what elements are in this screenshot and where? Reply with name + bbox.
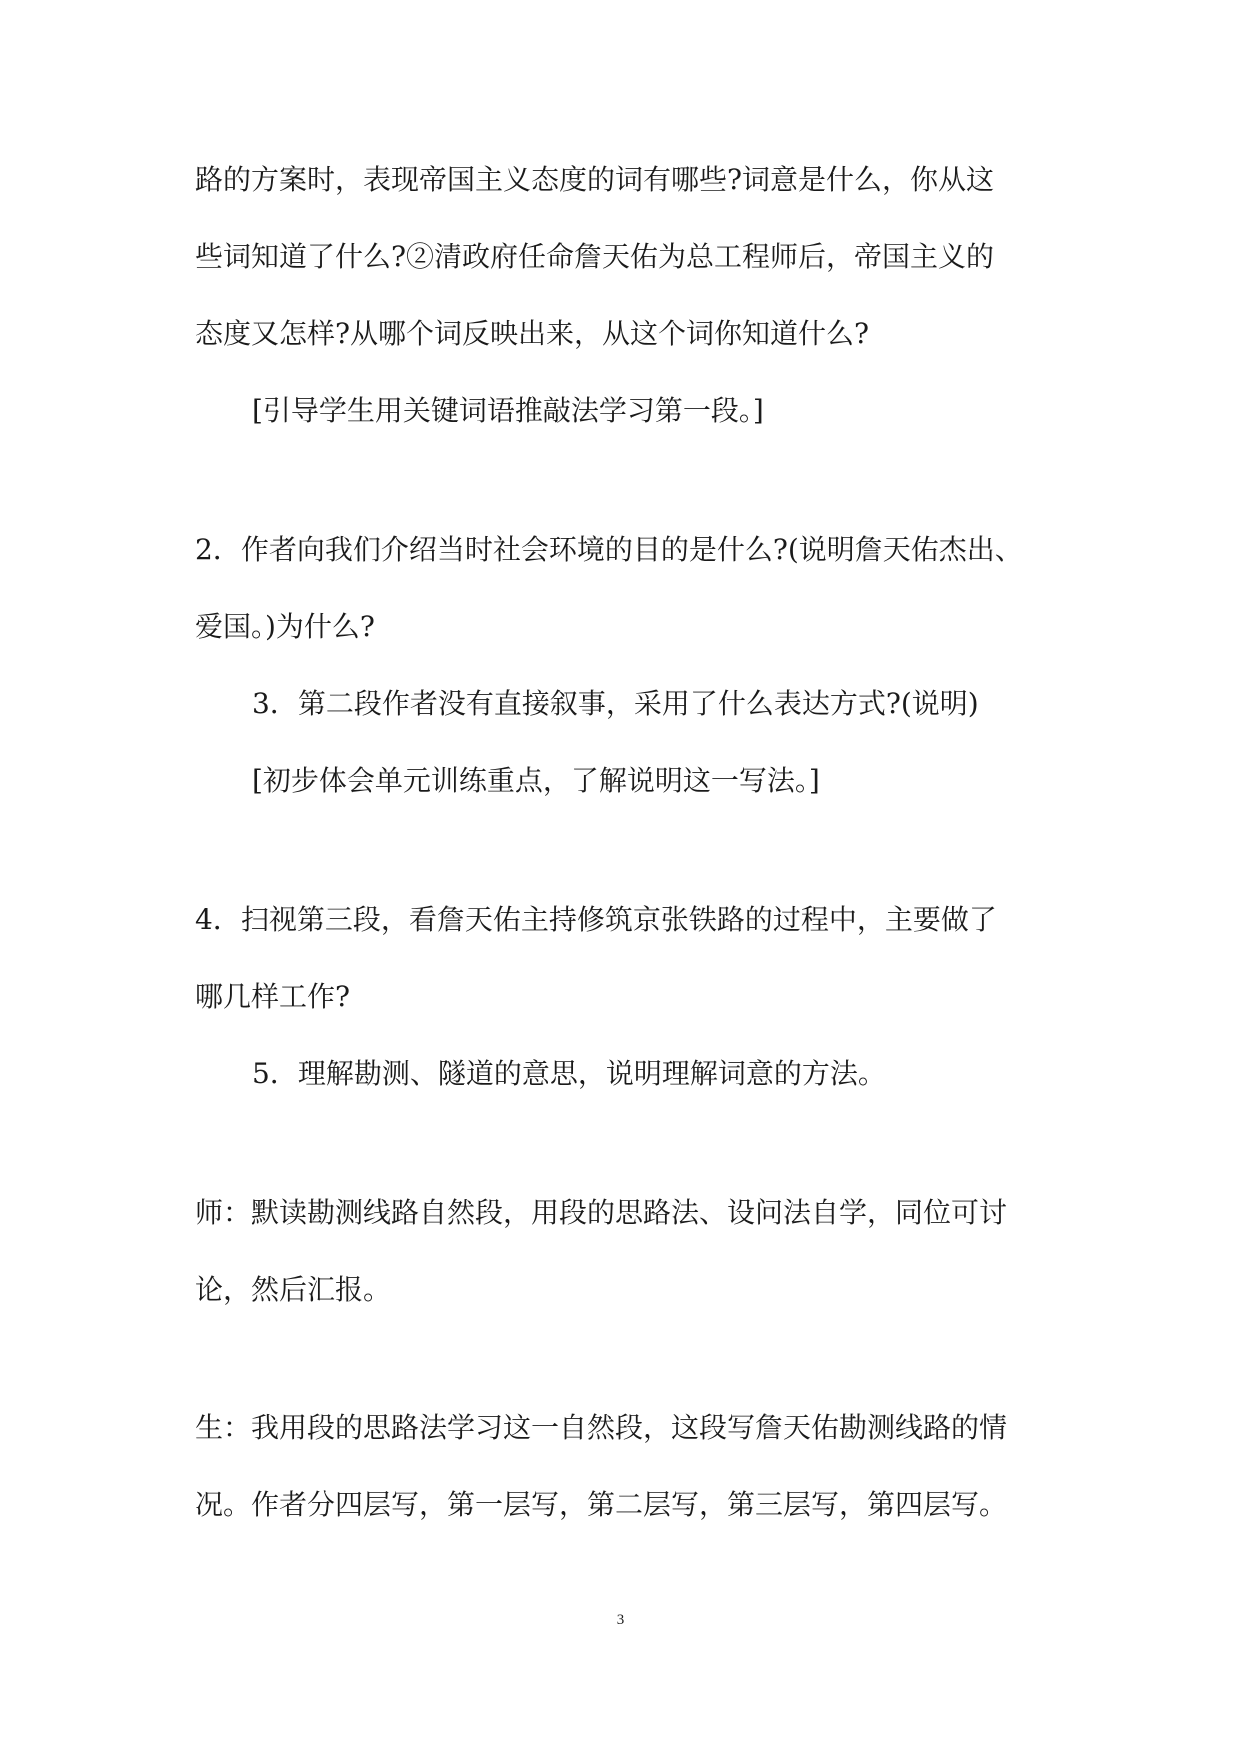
question-line: 4．扫视第三段，看詹天佑主持修筑京张铁路的过程中，主要做了 <box>195 903 997 936</box>
question-line: 2．作者向我们介绍当时社会环境的目的是什么?(说明詹天佑杰出、 <box>195 533 1023 566</box>
text-line: 路的方案时，表现帝国主义态度的词有哪些?词意是什么，你从这 <box>195 163 995 196</box>
text-line: 论，然后汇报。 <box>195 1273 392 1306</box>
text-line: 况。作者分四层写，第一层写，第二层写，第三层写，第四层写。 <box>195 1488 1008 1521</box>
note-line: [引导学生用关键词语推敲法学习第一段。] <box>252 394 764 427</box>
note-line: [初步体会单元训练重点，了解说明这一写法。] <box>252 764 820 797</box>
text-line: 态度又怎样?从哪个词反映出来，从这个词你知道什么? <box>195 317 870 350</box>
student-line: 生：我用段的思路法学习这一自然段，这段写詹天佑勘测线路的情 <box>195 1411 1008 1444</box>
text-line: 哪几样工作? <box>195 980 351 1013</box>
teacher-line: 师：默读勘测线路自然段，用段的思路法、设问法自学，同位可讨 <box>195 1196 1008 1229</box>
text-line: 些词知道了什么?②清政府任命詹天佑为总工程师后，帝国主义的 <box>195 240 995 273</box>
question-line: 3．第二段作者没有直接叙事，采用了什么表达方式?(说明) <box>252 687 979 720</box>
question-line: 5．理解勘测、隧道的意思，说明理解词意的方法。 <box>252 1057 886 1090</box>
text-line: 爱国。)为什么? <box>195 610 375 643</box>
page-number: 3 <box>616 1612 625 1628</box>
